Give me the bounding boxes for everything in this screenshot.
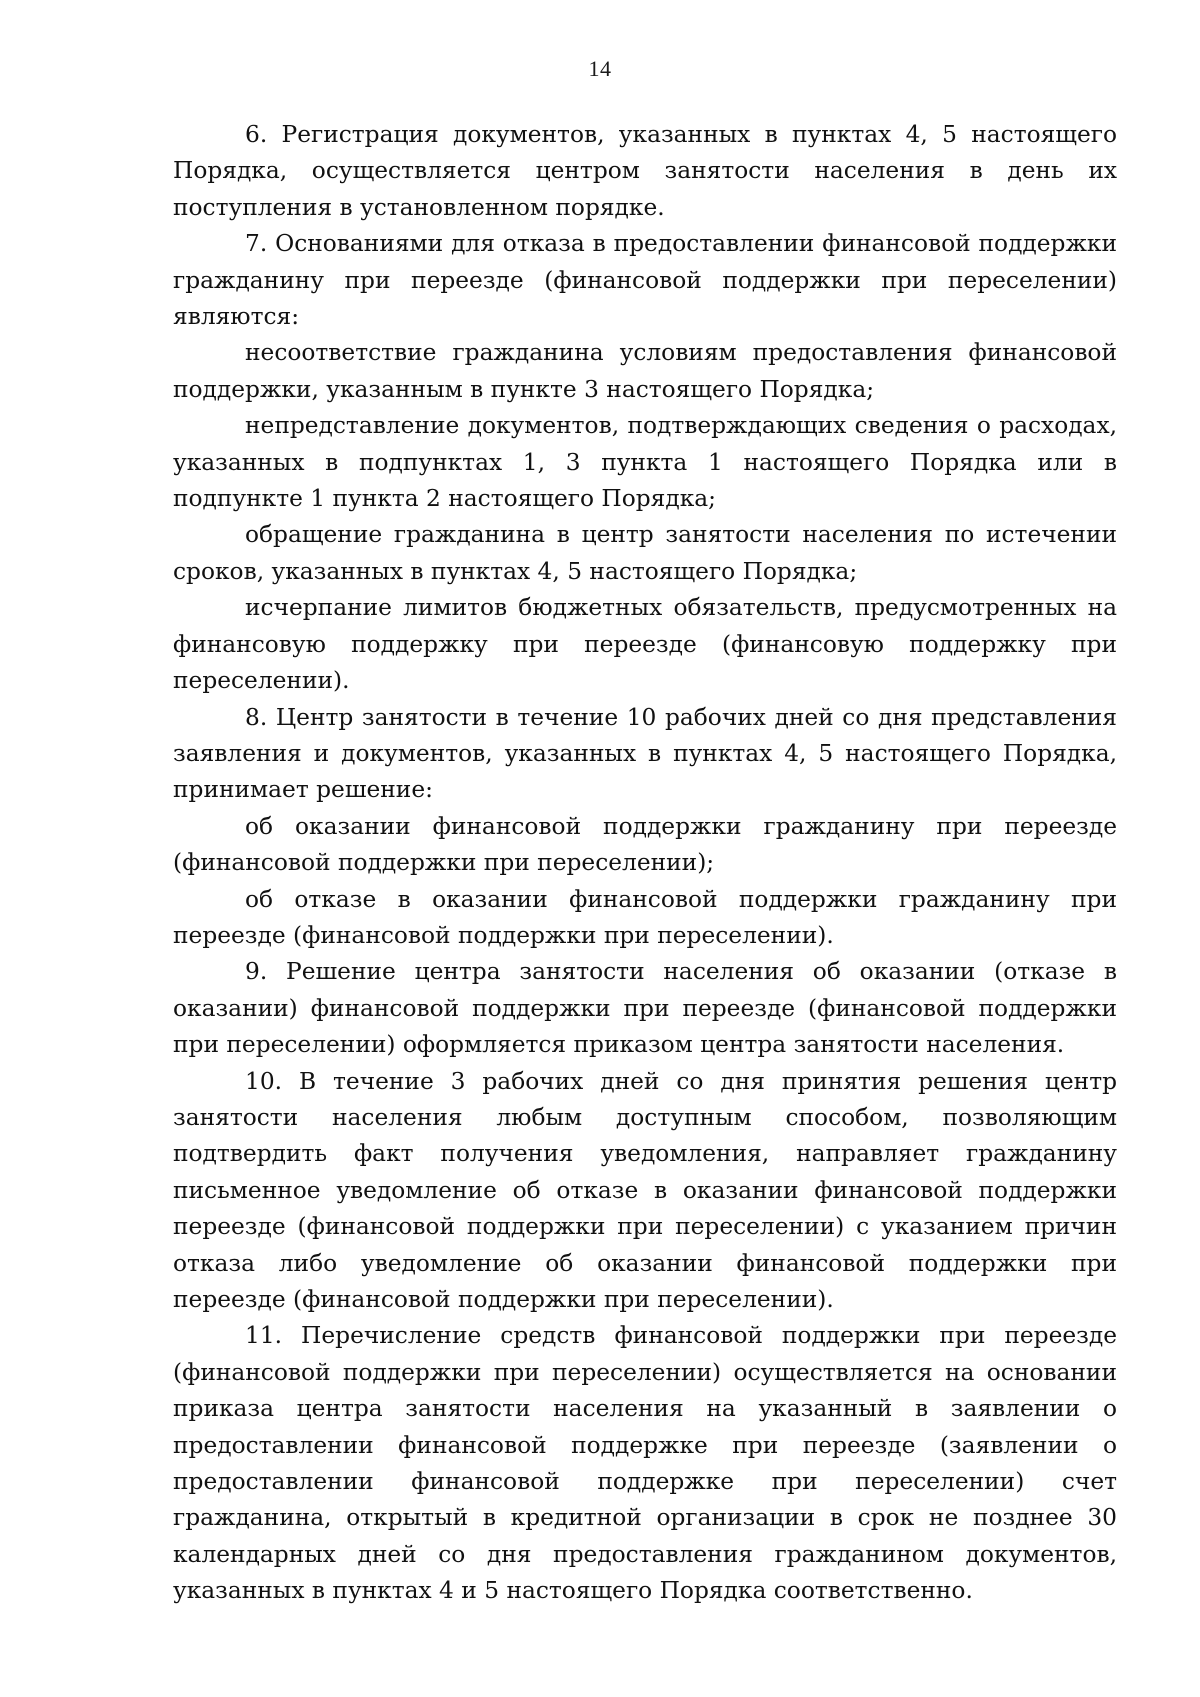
paragraph-item-11: 11. Перечисление средств финансовой поддержки при переезде (финансовой поддержки при переселении) осуществляется на основании приказа центра занятости населения на указанный в заявлении о предоставлении финансовой поддержке при переезде (заявлении о предоставлении финансовой поддержке при переселении) счет гражданина, открытый в кредитной организации в срок не позднее 30 календарных дней со дня предоставления гражданином документов, указанных в пунктах 4 и 5 настоящего Порядка соответственно. <box>173 1322 1117 1605</box>
paragraph-item-10: 10. В течение 3 рабочих дней со дня принятия решения центр занятости населения любым доступным способом, позволяющим подтвердить факт получения уведомления, направляет гражданину письменное уведомление об отказе в оказании финансовой поддержки переезде (финансовой поддержки при переселении) с указанием причин отказа либо уведомление об оказании финансовой поддержки при переезде (финансовой поддержки при переселении). <box>173 1067 1117 1313</box>
paragraph-refusal-ground-1: несоответствие гражданина условиям предоставления финансовой поддержки, указанным в пункте 3 настоящего Порядка; <box>173 339 1117 403</box>
paragraph-item-6: 6. Регистрация документов, указанных в пунктах 4, 5 настоящего Порядка, осуществляется центром занятости населения в день их поступления в установленном порядке. <box>173 121 1117 221</box>
paragraph-item-8: 8. Центр занятости в течение 10 рабочих дней со дня представления заявления и документов, указанных в пунктах 4, 5 настоящего Порядка, принимает решение: <box>173 703 1117 804</box>
paragraph-refusal-ground-2: непредставление документов, подтверждающих сведения о расходах, указанных в подпунктах 1, 3 пункта 1 настоящего Порядка или в подпункте 1 пункта 2 настоящего Порядка; <box>173 412 1117 513</box>
document-body <box>173 117 1117 1610</box>
paragraph-decision-refuse: об отказе в оказании финансовой поддержки гражданину при переезде (финансовой поддержки при переселении). <box>173 885 1117 949</box>
paragraph-refusal-ground-3: обращение гражданина в центр занятости населения по истечении сроков, указанных в пунктах 4, 5 настоящего Порядка; <box>173 521 1117 585</box>
paragraph-refusal-ground-4: исчерпание лимитов бюджетных обязательств, предусмотренных на финансовую поддержку при переезде (финансовую поддержку при переселении). <box>173 594 1117 695</box>
paragraph-item-9: 9. Решение центра занятости населения об оказании (отказе в оказании) финансовой поддержки при переезде (финансовой поддержки при переселении) оформляется приказом центра занятости населения. <box>173 958 1117 1059</box>
page-number: 14 <box>588 56 612 81</box>
paragraph-decision-grant: об оказании финансовой поддержки гражданину при переезде (финансовой поддержки при переселении); <box>173 812 1117 877</box>
paragraph-item-7: 7. Основаниями для отказа в предоставлении финансовой поддержки гражданину при переезде (финансовой поддержки при переселении) являются: <box>173 230 1117 331</box>
